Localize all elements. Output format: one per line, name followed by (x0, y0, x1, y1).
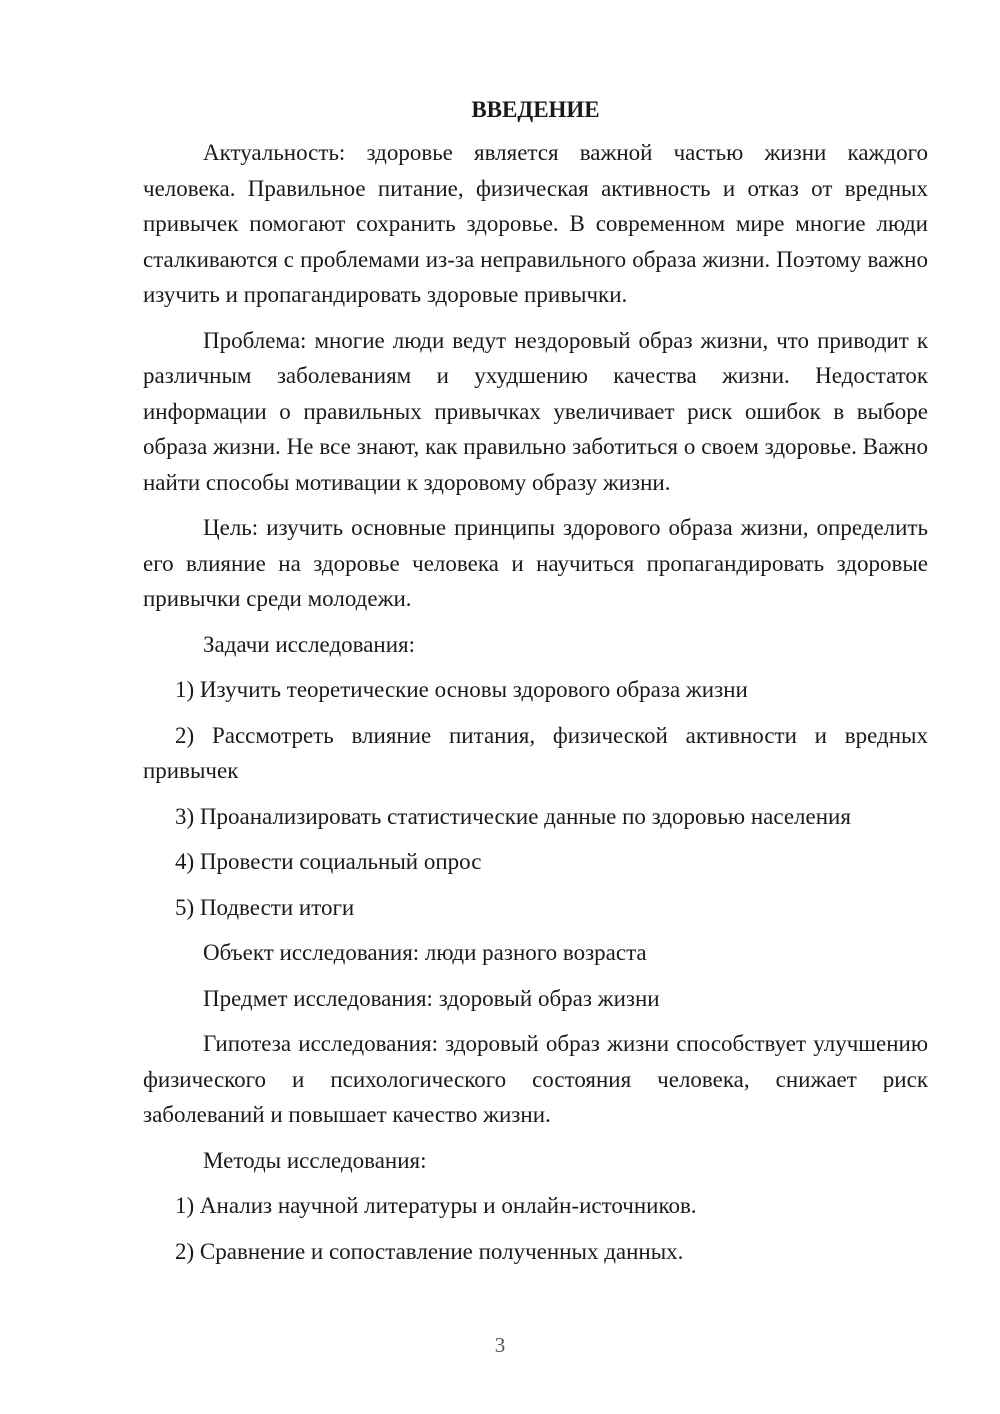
method-item: 1) Анализ научной литературы и онлайн-источников. (175, 1193, 697, 1218)
method-item: 2) Сравнение и сопоставление полученных данных. (175, 1238, 684, 1264)
task-item: 5) Подвести итоги (175, 894, 355, 920)
task-item: 1) Изучить теоретические основы здорового образа жизни (175, 677, 748, 702)
task-item: 4) Провести социальный опрос (175, 849, 482, 874)
hypothesis-paragraph: Гипотеза исследования: здоровый образ жизни способствует улучшению физического и психологического состояния человека, снижает риск заболеваний и повышает качество жизни. (143, 1031, 928, 1127)
methods-title: Методы исследования: (203, 1147, 427, 1173)
section-heading: ВВЕДЕНИЕ (471, 97, 600, 122)
problem-paragraph: Проблема: многие люди ведут нездоровый образ жизни, что приводит к различным заболеваниям и ухудшению качества жизни. Недостаток информации о правильных привычках увеличивает риск ошибок в выборе образа жизни. Не все знают, как правильно заботиться о своем здоровье. Важно найти способы мотивации к здоровому образу жизни. (143, 327, 928, 495)
task-item: 2) Рассмотреть влияние питания, физической активности и вредных привычек (143, 722, 928, 783)
page-number: 3 (494, 1333, 506, 1357)
research-subject: Предмет исследования: здоровый образ жизни (203, 985, 660, 1011)
research-object: Объект исследования: люди разного возраста (203, 940, 647, 965)
goal-paragraph: Цель: изучить основные принципы здорового образа жизни, определить его влияние на здоровье человека и научиться пропагандировать здоровые привычки среди молодежи. (143, 515, 928, 611)
task-item: 3) Проанализировать статистические данные по здоровью населения (175, 803, 851, 829)
relevance-paragraph: Актуальность: здоровье является важной частью жизни каждого человека. Правильное питание, физическая активность и отказ от вредных привычек помогают сохранить здоровье. В современном мире многие люди сталкиваются с проблемами из-за неправильного образа жизни. Поэтому важно изучить и пропагандировать здоровые привычки. (143, 140, 928, 307)
page-content (143, 95, 928, 1279)
tasks-title: Задачи исследования: (203, 631, 416, 657)
